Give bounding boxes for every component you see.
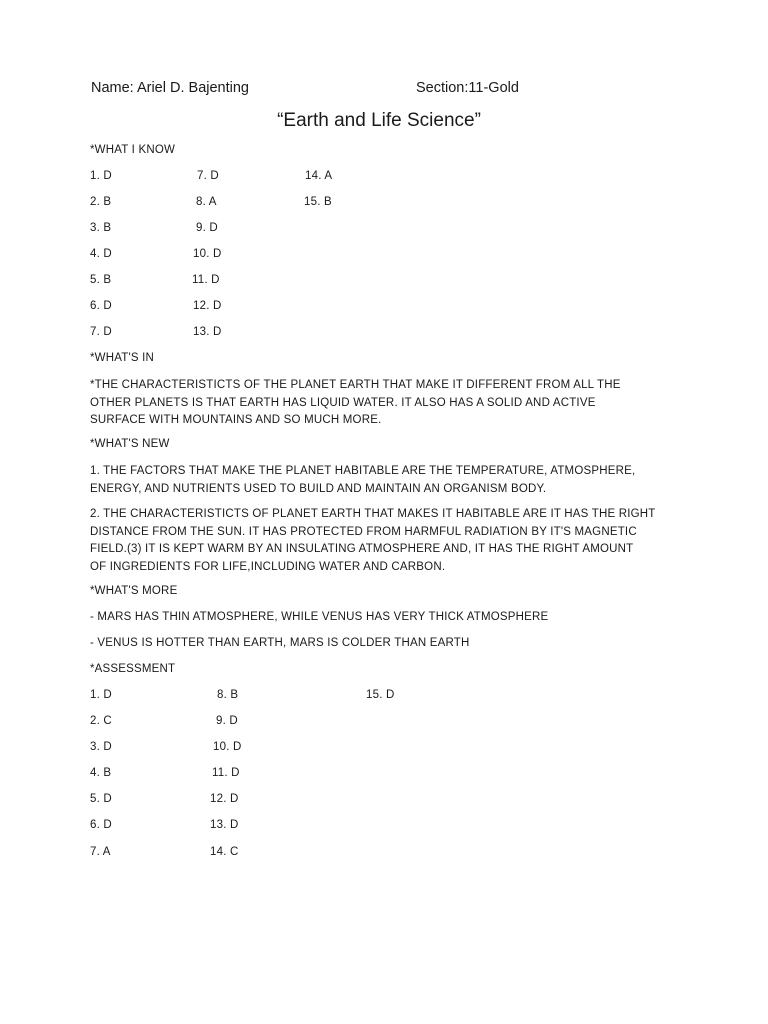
answer-item: 10. D [193,248,222,260]
answer-item: 2. B [90,196,112,208]
whats-more-line-1: - MARS HAS THIN ATMOSPHERE, WHILE VENUS HAS VERY THICK ATMOSPHERE [90,611,549,623]
answer-item: 7. D [90,326,112,338]
paragraph-line: OF INGREDIENTS FOR LIFE,INCLUDING WATER AND CARBON. [90,560,446,573]
whats-in-paragraph [90,377,690,430]
paragraph-line: SURFACE WITH MOUNTAINS AND SO MUCH MORE. [90,414,382,426]
answer-item: 8. A [196,196,217,208]
answer-item: 6. D [90,819,112,831]
answer-item: 12. D [193,300,222,312]
answer-item: 1. D [90,170,112,182]
answer-item: 13. D [210,819,239,831]
whats-more-line-2: - VENUS IS HOTTER THAN EARTH, MARS IS COLDER THAN EARTH [90,637,470,649]
answer-item: 15. D [366,689,395,701]
whats-new-heading: *WHAT'S NEW [90,438,170,450]
answer-item: 9. D [216,715,238,727]
answer-item: 15. B [304,196,332,208]
name-field [91,80,249,96]
answer-item: 11. D [192,274,220,286]
answer-item: 6. D [90,300,112,312]
section-field [416,80,519,96]
name-label: Name: [91,80,134,96]
paragraph-line: 1. THE FACTORS THAT MAKE THE PLANET HABITABLE ARE THE TEMPERATURE, ATMOSPHERE, [90,465,636,477]
answer-item: 11. D [212,767,240,779]
paragraph-line: ENERGY, AND NUTRIENTS USED TO BUILD AND MAINTAIN AN ORGANISM BODY. [90,482,547,495]
answer-item: 7. D [197,170,219,182]
answer-item: 8. B [217,689,239,701]
answer-item: 9. D [196,222,218,234]
answer-item: 14. C [210,846,239,858]
whats-in-heading: *WHAT'S IN [90,352,155,364]
document-title: “Earth and Life Science” [277,110,481,131]
answer-item: 10. D [213,741,242,753]
answer-item: 14. A [305,170,333,182]
paragraph-line: *THE CHARACTERISTICTS OF THE PLANET EARTH THAT MAKE IT DIFFERENT FROM ALL THE [90,379,621,391]
answer-item: 5. D [90,793,112,805]
answer-item: 4. D [90,248,112,260]
answer-item: 3. D [90,741,112,753]
name-value: Ariel D. Bajenting [136,80,249,96]
paragraph-line: FIELD.(3) IT IS KEPT WARM BY AN INSULATING ATMOSPHERE AND, IT HAS THE RIGHT AMOUNT [90,543,634,555]
answer-item: 1. D [90,689,112,701]
whats-more-heading: *WHAT'S MORE [90,585,178,597]
answer-item: 7. A [90,846,111,858]
section-label: Section: [416,80,469,96]
whats-new-item-2 [90,506,690,576]
paragraph-line: 2. THE CHARACTERISTICTS OF PLANET EARTH THAT MAKES IT HABITABLE ARE IT HAS THE RIGHT [90,508,656,520]
section-value: 11-Gold [468,80,519,96]
paragraph-line: OTHER PLANETS IS THAT EARTH HAS LIQUID WATER. IT ALSO HAS A SOLID AND ACTIVE [90,396,596,409]
paragraph-line: DISTANCE FROM THE SUN. IT HAS PROTECTED FROM HARMFUL RADIATION BY IT'S MAGNETIC [90,525,637,538]
answer-item: 12. D [210,793,239,805]
answer-item: 4. B [90,767,112,779]
assessment-heading: *ASSESSMENT [90,663,176,675]
what-i-know-heading: *WHAT I KNOW [90,144,176,156]
answer-item: 3. B [90,222,112,234]
whats-new-item-1 [90,463,690,498]
answer-item: 13. D [193,326,222,338]
answer-item: 5. B [90,274,112,286]
answer-item: 2. C [90,715,112,727]
